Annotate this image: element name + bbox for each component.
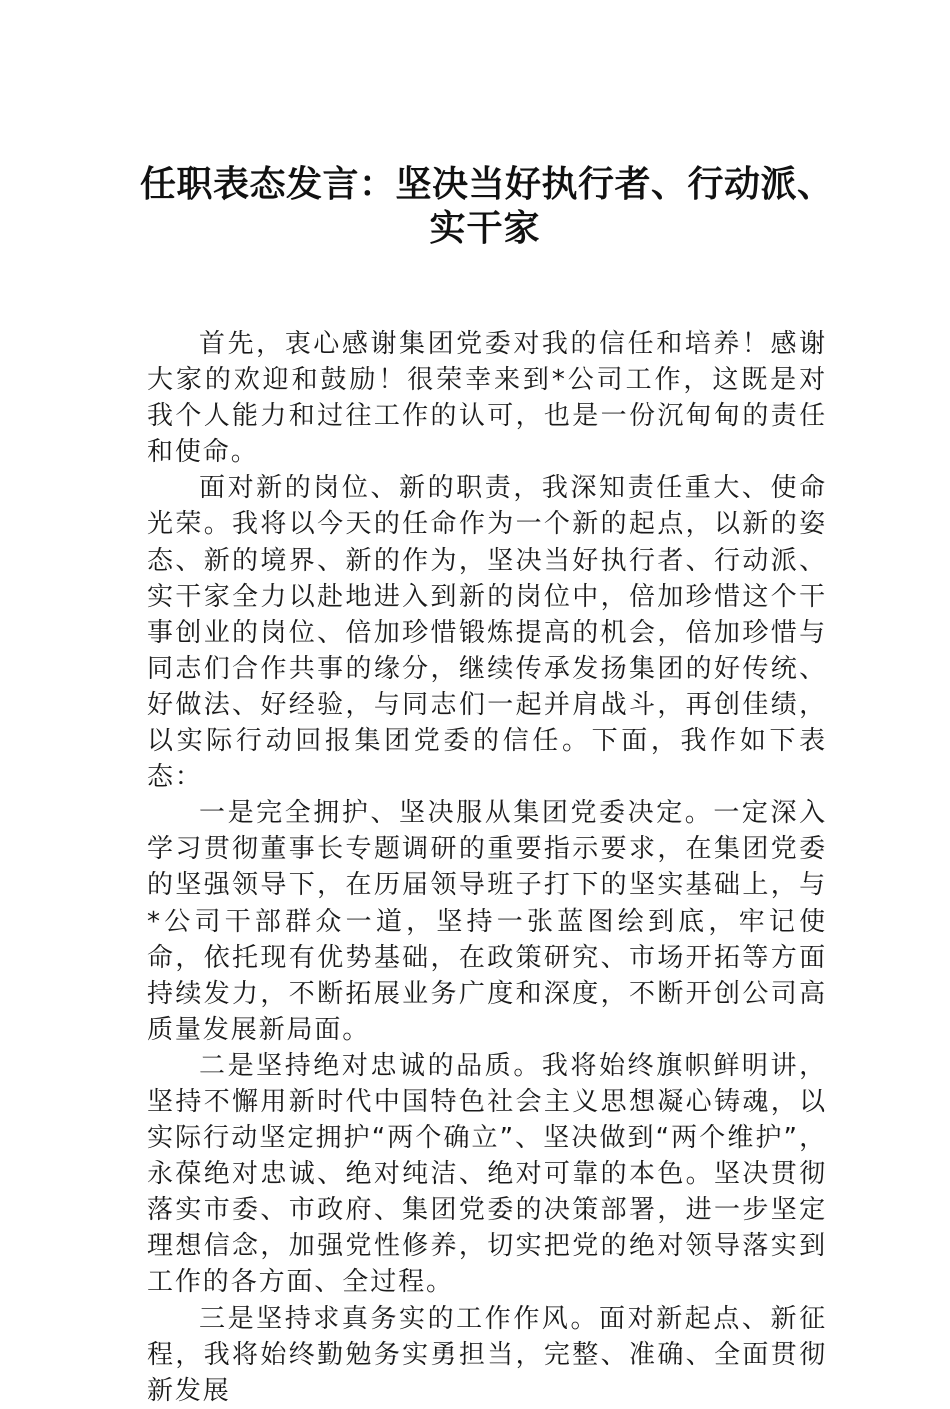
- document-title-line-2: 实干家: [429, 207, 541, 249]
- document-body: [147, 326, 827, 1409]
- paragraph-2: 面对新的岗位、新的职责，我深知责任重大、使命光荣。我将以今天的任命作为一个新的起点，以新的姿态、新的境界、新的作为，坚决当好执行者、行动派、实干家全力以赴地进入到新的岗位中，倍加珍惜这个干事创业的岗位、倍加珍惜锻炼提高的机会，倍加珍惜与同志们合作共事的缘分，继续传承发扬集团的好传统、好做法、好经验，与同志们一起并肩战斗，再创佳绩，以实际行动回报集团党委的信任。下面，我作如下表态：: [147, 473, 827, 793]
- paragraph-1: 首先，衷心感谢集团党委对我的信任和培养！感谢大家的欢迎和鼓励！很荣幸来到*公司工作，这既是对我个人能力和过往工作的认可，也是一份沉甸甸的责任和使命。: [147, 329, 827, 468]
- title-block: [0, 0, 950, 300]
- document-title-line-1: 任职表态发言：坚决当好执行者、行动派、: [140, 163, 834, 205]
- paragraph-3: 一是完全拥护、坚决服从集团党委决定。一定深入学习贯彻董事长专题调研的重要指示要求，在集团党委的坚强领导下，在历届领导班子打下的坚实基础上，与*公司干部群众一道，坚持一张蓝图绘到底，牢记使命，依托现有优势基础，在政策研究、市场开拓等方面持续发力，不断拓展业务广度和深度，不断开创公司高质量发展新局面。: [147, 798, 827, 1045]
- paragraph-4: 二是坚持绝对忠诚的品质。我将始终旗帜鲜明讲，坚持不懈用新时代中国特色社会主义思想凝心铸魂，以实际行动坚定拥护“两个确立”、坚决做到“两个维护”，永葆绝对忠诚、绝对纯洁、绝对可靠的本色。坚决贯彻落实市委、市政府、集团党委的决策部署，进一步坚定理想信念，加强党性修养，切实把党的绝对领导落实到工作的各方面、全过程。: [147, 1050, 827, 1298]
- paragraph-5: 三是坚持求真务实的工作作风。面对新起点、新征程，我将始终勤勉务实勇担当，完整、准确、全面贯彻新发展: [147, 1303, 827, 1406]
